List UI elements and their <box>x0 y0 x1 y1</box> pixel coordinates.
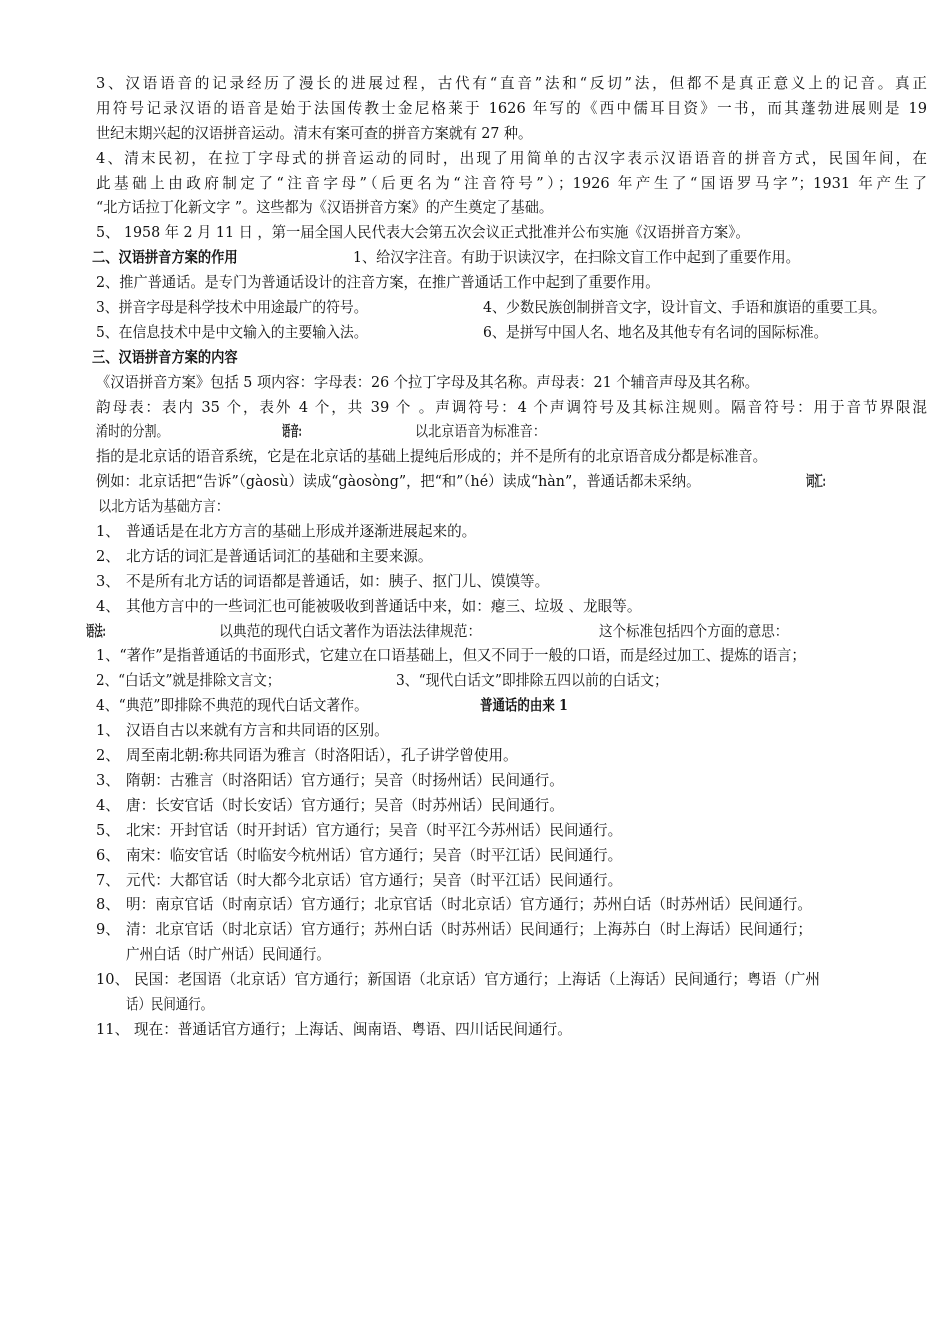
phonetics-standard: 以北京语音为标准音： <box>415 423 547 441</box>
origin-item <box>0 869 950 894</box>
item-text: 汉语自古以来就有方言和共同语的区别。 <box>126 722 389 740</box>
origin-item <box>0 819 950 844</box>
item-text: 北方话的词汇是普通话词汇的基础和主要来源。 <box>126 547 433 565</box>
item-text: 北宋：开封官话（时开封话）官方通行；吴音（时平江今苏州话）民间通行。 <box>126 821 623 839</box>
section-3-paragraph-2-line-1: 韵母表：表内 35 个，表外 4 个，共 39 个 。声调符号：4 个声调符号及其标注规则。隔音符号：用于音节界限混 <box>96 398 927 416</box>
item-number: 4、 <box>96 597 120 615</box>
item-text: 元代：大都官话（时大都今北京话）官方通行；吴音（时平江话）民间通行。 <box>126 871 623 889</box>
item-number: 11、 <box>96 1020 130 1038</box>
section-2-item: 1、给汉字注音。有助于识读汉字，在扫除文盲工作中起到了重要作用。 <box>353 249 800 267</box>
item-number: 10、 <box>96 971 130 989</box>
item-text: 唐：长安官话（时长安话）官方通行；吴音（时苏州话）民间通行。 <box>126 796 564 814</box>
grammar-heading: 语法: <box>86 622 106 640</box>
origin-heading: 普通话的由来 1 <box>479 697 568 715</box>
history-item-3-line-3: 世纪末期兴起的汉语拼音运动。清末有案可查的拼音方案就有 27 种。 <box>96 124 533 142</box>
item-number: 7、 <box>96 871 120 889</box>
item-text: 其他方言中的一些词汇也可能被吸收到普通话中来，如：瘪三、垃圾 、龙眼等。 <box>126 597 642 615</box>
vocabulary-item <box>0 545 950 570</box>
history-item-4-line-3: “北方话拉丁化新文字 ”。这些都为《汉语拼音方案》的产生奠定了基础。 <box>96 199 553 217</box>
origin-item-continuation: 话）民间通行。 <box>126 995 214 1013</box>
item-text: 现在：普通话官方通行；上海话、闽南语、粤语、四川话民间通行。 <box>134 1020 572 1038</box>
phonetics-heading: 语音: <box>282 423 302 441</box>
origin-item <box>0 918 950 943</box>
item-text: 南宋：临安官话（时临安今杭州话）官方通行；吴音（时平江话）民间通行。 <box>126 846 623 864</box>
item-number: 8、 <box>96 896 120 914</box>
item-text: 清：北京官话（时北京话）官方通行；苏州白话（时苏州话）民间通行；上海苏白（时上海话）民间通行； <box>126 921 812 939</box>
vocabulary-heading: 词汇: <box>806 473 826 491</box>
grammar-item: 1、“著作”是指普通话的书面形式，它建立在口语基础上，但又不同于一般的口语，而是经过加工、提炼的语言； <box>96 647 806 665</box>
item-text: 不是所有北方话的词语都是普通话，如：胰子、抠门儿、馍馍等。 <box>126 572 550 590</box>
item-text: 明：南京官话（时南京话）官方通行；北京官话（时北京话）官方通行；苏州白话（时苏州话）民间通行。 <box>126 896 812 914</box>
item-number: 9、 <box>96 921 120 939</box>
item-number: 5、 <box>96 821 120 839</box>
phonetics-paragraph-1: 指的是北京话的语音系统，它是在北京话的基础上提纯后形成的；并不是所有的北京语音成分都是标准音。 <box>96 448 767 466</box>
item-text: 民国：老国语（北京话）官方通行；新国语（北京话）官方通行；上海话（上海话）民间通行；粤语（广州 <box>134 971 820 989</box>
origin-item <box>0 893 950 918</box>
origin-item <box>0 1018 950 1043</box>
item-number: 2、 <box>96 747 120 765</box>
phonetics-paragraph-2: 例如：北京话把“告诉”（gàosù）读成“gàosòng”，把“和”（hé）读成“hàn”，普通话都未采纳。 <box>96 473 701 491</box>
item-number: 3、 <box>96 771 120 789</box>
item-text: 周至南北朝:称共同语为雅言（时洛阳话），孔子讲学曾使用。 <box>126 747 518 765</box>
vocabulary-basis: 以北方话为基础方言： <box>98 498 229 516</box>
vocabulary-item <box>0 520 950 545</box>
section-3-heading: 三、汉语拼音方案的内容 <box>92 348 238 366</box>
origin-item-continuation: 广州白话（时广州话）民间通行。 <box>126 946 330 964</box>
history-item-4-line-1: 4、清末民初，在拉丁字母式的拼音运动的同时，出现了用简单的古汉字表示汉语语音的拼音方式，民国年间，在 <box>96 149 927 167</box>
history-item-3-line-1: 3、汉语语音的记录经历了漫长的进展过程，古代有“直音”法和“反切”法，但都不是真正意义上的记音。真正 <box>96 75 927 92</box>
grammar-item: 2、“白话文”就是排除文言文； <box>96 672 281 690</box>
origin-item <box>0 719 950 744</box>
vocabulary-item <box>0 570 950 595</box>
section-2-item: 6、是拼写中国人名、地名及其他专有名词的国际标准。 <box>483 323 828 341</box>
document-page <box>0 72 950 1043</box>
item-number: 4、 <box>96 796 120 814</box>
item-text: 隋朝：古雅言（时洛阳话）官方通行；吴音（时扬州话）民间通行。 <box>126 771 564 789</box>
history-item-4-line-2: 此基础上由政府制定了“注音字母”（后更名为“注音符号”）；1926 年产生了“国语罗马字”；1931 年产生了 <box>96 174 927 192</box>
origin-item <box>0 769 950 794</box>
item-number: 2、 <box>96 547 120 565</box>
item-number: 6、 <box>96 846 120 864</box>
item-text: 普通话是在北方方言的基础上形成并逐渐进展起来的。 <box>126 523 477 541</box>
grammar-item: 4、“典范”即排除不典范的现代白话文著作。 <box>96 697 368 715</box>
item-number: 3、 <box>96 572 120 590</box>
section-3-paragraph-1: 《汉语拼音方案》包括 5 项内容：字母表：26 个拉丁字母及其名称。声母表：21 个辅音声母及其名称。 <box>96 373 759 391</box>
history-item-5: 5、 1958 年 2 月 11 日 ，第一届全国人民代表大会第五次会议正式批准并公布实施《汉语拼音方案》。 <box>96 224 750 242</box>
grammar-item: 3、“现代白话文”即排除五四以前的白话文； <box>395 672 668 690</box>
item-number: 1、 <box>96 722 120 740</box>
grammar-intro: 这个标准包括四个方面的意思： <box>599 622 789 640</box>
item-number: 1、 <box>96 523 120 541</box>
origin-item <box>0 794 950 819</box>
section-2-item: 5、在信息技术中是中文输入的主要输入法。 <box>96 323 368 341</box>
origin-item <box>0 968 950 993</box>
section-3-paragraph-2-line-2: 淆时的分割。 <box>96 423 169 441</box>
grammar-norm: 以典范的现代白话文著作为语法法律规范： <box>219 622 482 640</box>
section-2-item: 2、推广普通话。是专门为普通话设计的注音方案，在推广普通话工作中起到了重要作用。 <box>96 274 660 292</box>
section-2-item: 3、拼音字母是科学技术中用途最广的符号。 <box>96 299 368 317</box>
origin-item <box>0 844 950 869</box>
history-item-3-line-2: 用符号记录汉语的语音是始于法国传教士金尼格莱于 1626 年写的《西中儒耳目资》一书，而其蓬勃进展则是 19 <box>96 99 927 117</box>
origin-item <box>0 744 950 769</box>
section-2-item: 4、少数民族创制拼音文字，设计盲文、手语和旗语的重要工具。 <box>483 299 887 317</box>
section-2-heading: 二、汉语拼音方案的作用 <box>92 249 238 267</box>
vocabulary-item <box>0 595 950 620</box>
